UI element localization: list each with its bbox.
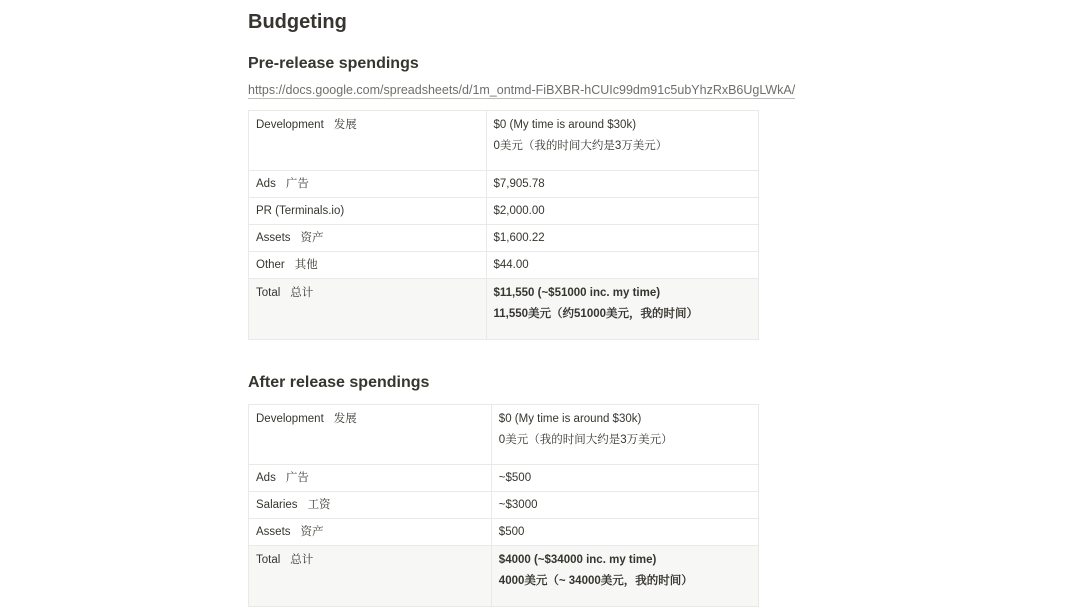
row-value-cell	[486, 279, 759, 340]
row-label-cell	[249, 519, 492, 546]
row-label: Ads	[256, 178, 276, 190]
table-row	[249, 405, 759, 465]
row-value-cell	[491, 465, 758, 492]
pre-release-heading: Pre-release spendings	[248, 55, 419, 72]
row-value-cell	[491, 405, 758, 465]
table-row	[249, 171, 759, 198]
row-value: $44.00	[493, 259, 529, 271]
row-label-cell	[249, 465, 492, 492]
total-row	[249, 546, 759, 607]
row-label-cell	[249, 546, 492, 607]
row-label-cn: 总计	[290, 287, 314, 299]
row-label-cell	[249, 171, 487, 198]
row-value: $500	[498, 526, 525, 538]
table-row	[249, 198, 759, 225]
row-value-cell	[486, 171, 759, 198]
row-label: Total	[256, 554, 281, 566]
row-value: ~$500	[498, 472, 532, 484]
row-value-cn: 11,550美元（约51000美元，我的时间）	[493, 308, 699, 320]
row-label-cn: 广告	[285, 472, 309, 484]
total-row	[249, 279, 759, 340]
row-label-cell	[249, 252, 487, 279]
row-value: ~$3000	[498, 499, 538, 511]
row-label: PR (Terminals.io)	[256, 205, 345, 217]
row-value-cell	[486, 252, 759, 279]
row-label-cn: 发展	[333, 119, 357, 131]
row-value-cn: 0美元（我的时间大约是3万美元）	[493, 140, 668, 152]
table-row	[249, 252, 759, 279]
row-value-cell	[491, 492, 758, 519]
row-value-cell	[491, 519, 758, 546]
row-value-cell	[486, 225, 759, 252]
table-row	[249, 519, 759, 546]
row-label-cell	[249, 225, 487, 252]
row-label-cn: 广告	[285, 178, 309, 190]
row-label-cn: 资产	[300, 526, 324, 538]
row-value: $11,550 (~$51000 inc. my time)	[493, 287, 661, 299]
row-label-cell	[249, 405, 492, 465]
row-value: $0 (My time is around $30k)	[493, 119, 637, 131]
row-label-cn: 工资	[307, 499, 331, 511]
row-label-cn: 资产	[300, 232, 324, 244]
page-title: Budgeting	[248, 11, 347, 33]
table-row	[249, 225, 759, 252]
row-label-cn: 总计	[290, 554, 314, 566]
row-label: Development	[256, 119, 324, 131]
row-value-cell	[486, 111, 759, 171]
row-label-cell	[249, 111, 487, 171]
row-label-cn: 其他	[294, 259, 318, 271]
row-value-cell	[491, 546, 758, 607]
row-label-cell	[249, 198, 487, 225]
row-label: Ads	[256, 472, 276, 484]
row-label: Assets	[256, 232, 291, 244]
row-label: Salaries	[256, 499, 298, 511]
row-label-cell	[249, 492, 492, 519]
after-release-heading: After release spendings	[248, 374, 430, 391]
row-value-cn: 4000美元（~ 34000美元，我的时间）	[498, 575, 693, 587]
row-label: Total	[256, 287, 281, 299]
after-release-table	[248, 404, 759, 607]
row-value: $7,905.78	[493, 178, 545, 190]
pre-release-table	[248, 110, 759, 340]
row-label-cell	[249, 279, 487, 340]
row-label: Development	[256, 413, 324, 425]
row-label: Assets	[256, 526, 291, 538]
row-label-cn: 发展	[333, 413, 357, 425]
row-label: Other	[256, 259, 285, 271]
spreadsheet-link[interactable]: https://docs.google.com/spreadsheets/d/1m_ontmd-FiBXBR-hCUIc99dm91c5ubYhzRxB6UgLWkA/	[248, 83, 796, 97]
table-row	[249, 111, 759, 171]
row-value-cn: 0美元（我的时间大约是3万美元）	[498, 434, 673, 446]
row-value-cell	[486, 198, 759, 225]
row-value: $0 (My time is around $30k)	[498, 413, 642, 425]
table-row	[249, 492, 759, 519]
row-value: $1,600.22	[493, 232, 545, 244]
row-value: $4000 (~$34000 inc. my time)	[498, 554, 657, 566]
table-row	[249, 465, 759, 492]
row-value: $2,000.00	[493, 205, 545, 217]
